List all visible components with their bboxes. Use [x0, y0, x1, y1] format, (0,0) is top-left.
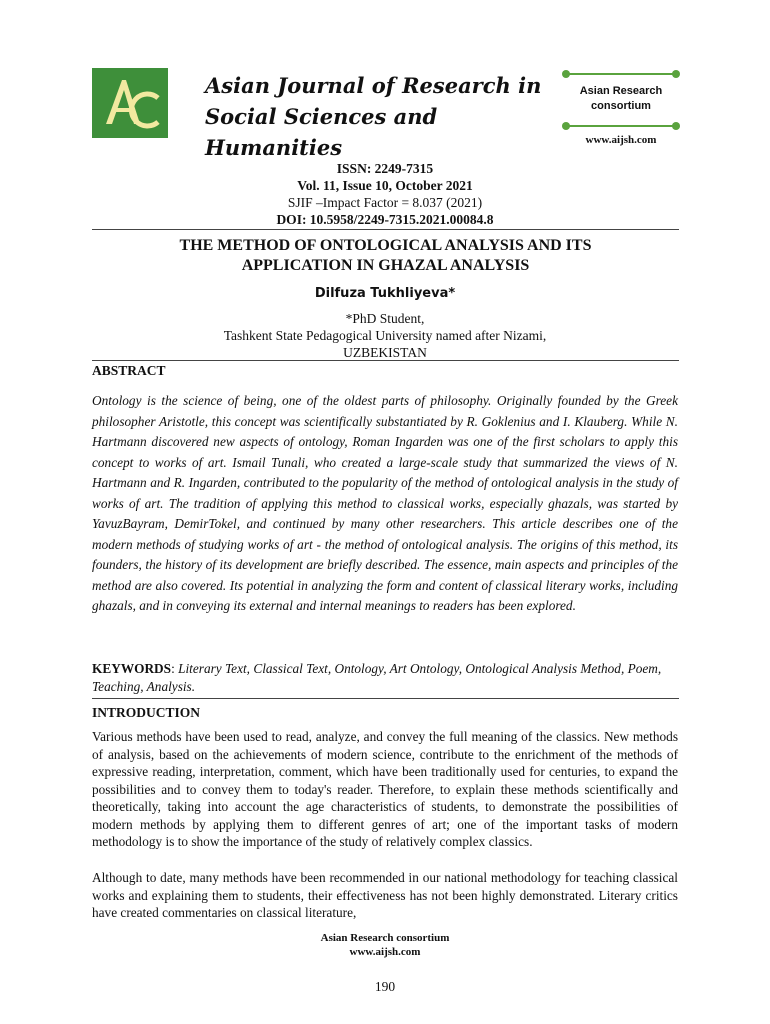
volume-issue: Vol. 11, Issue 10, October 2021: [297, 178, 473, 193]
keywords-value: Literary Text, Classical Text, Ontology, Art Ontology, Ontological Analysis Method, Poem, Teaching, Analysis.: [92, 661, 662, 694]
divider: [92, 698, 679, 699]
consortium-badge: [562, 70, 680, 130]
author-affiliation: [0, 310, 770, 361]
affiliation-line1: *PhD Student,: [345, 311, 425, 326]
paper-title-line1: THE METHOD OF ONTOLOGICAL ANALYSIS AND ITS: [179, 237, 592, 254]
consortium-line1: Asian Research: [579, 85, 663, 97]
paper-title-line2: APPLICATION IN GHAZAL ANALYSIS: [241, 257, 530, 274]
paper-title: [92, 236, 679, 276]
affiliation-line3: UZBEKISTAN: [343, 345, 427, 360]
keywords-label: KEYWORDS: [92, 661, 172, 676]
consortium-line2: consortium: [591, 100, 651, 112]
page-number: 190: [374, 979, 396, 994]
issue-info: [0, 160, 770, 228]
consortium-url[interactable]: www.aijsh.com: [585, 134, 657, 146]
doi[interactable]: DOI: 10.5958/2249-7315.2021.00084.8: [276, 212, 494, 227]
page-footer: [0, 931, 770, 959]
affiliation-line2: Tashkent State Pedagogical University named after Nizami,: [223, 328, 547, 343]
divider: [92, 229, 679, 230]
arc-logo-icon: [92, 68, 168, 138]
issn: ISSN: 2249-7315: [336, 161, 434, 176]
journal-title: [205, 70, 545, 163]
journal-title-line1: Asian Journal of Research in: [205, 73, 542, 98]
introduction-paragraph-1: Various methods have been used to read, analyze, and convey the full meaning of the classics. New methods of analysis, based on the achievements of modern science, contribute to the enrichment of the methods of expressive reading, interpretation, comment, which have been traditionally used for centuries, to expand the possibilities and to convey them to today's reader. Therefore, to explain these methods scientifically and theoretically, taking into account the age characteristics of students, to demonstrate the possibilities of modern methods by applying them to different genres of art; one of the important tasks of modern methodology is to show the importance of the study of relatively complex classics.: [92, 729, 678, 849]
journal-title-line2: Social Sciences and Humanities: [205, 104, 438, 160]
author-name: Dilfuza Tukhliyeva*: [314, 286, 456, 301]
divider: [92, 360, 679, 361]
keywords: KEYWORDS: Literary Text, Classical Text, Ontology, Art Ontology, Ontological Analysis Method, Poem, Teaching, Analysis.: [92, 661, 662, 694]
introduction-heading: INTRODUCTION: [92, 705, 201, 720]
consortium-name: [562, 84, 680, 114]
introduction-paragraph-2: Although to date, many methods have been recommended in our national methodology for teaching classical works and explaining them to students, their effectiveness has not been highly demonstrated. Literary critics have created commentaries on classical literature,: [92, 870, 678, 920]
abstract-heading: ABSTRACT: [92, 363, 166, 378]
abstract-text: Ontology is the science of being, one of the oldest parts of philosophy. Originally founded by the Greek philosopher Aristotle, this concept was scientifically substantiated by R. Goklenius and I. Klauberg. While N. Hartmann discovered new aspects of ontology, Roman Ingarden was one of the first scholars to apply this concept to works of art. Ismail Tunali, who created a large-scale study that summarized the views of N. Hartmann and R. Ingarden, contributed to the popularity of the method of ontological analysis in the study of works of art. The tradition of applying this method to classical works, especially ghazals, was started by YavuzBayram, DemirTokel, and continued by many other researchers. This article describes one of the modern methods of studying works of art - the method of ontological analysis. The origins of this method, its founders, the history of its development are briefly described. The essence, main aspects and principles of the method are also covered. Its potential in analyzing the form and content of classical literary works, including ghazals, and in conveying its external and internal meanings to readers has been explored.: [92, 393, 678, 613]
impact-factor: SJIF –Impact Factor = 8.037 (2021): [287, 195, 483, 210]
footer-url[interactable]: www.aijsh.com: [349, 946, 421, 958]
footer-consortium: Asian Research consortium: [320, 932, 450, 944]
